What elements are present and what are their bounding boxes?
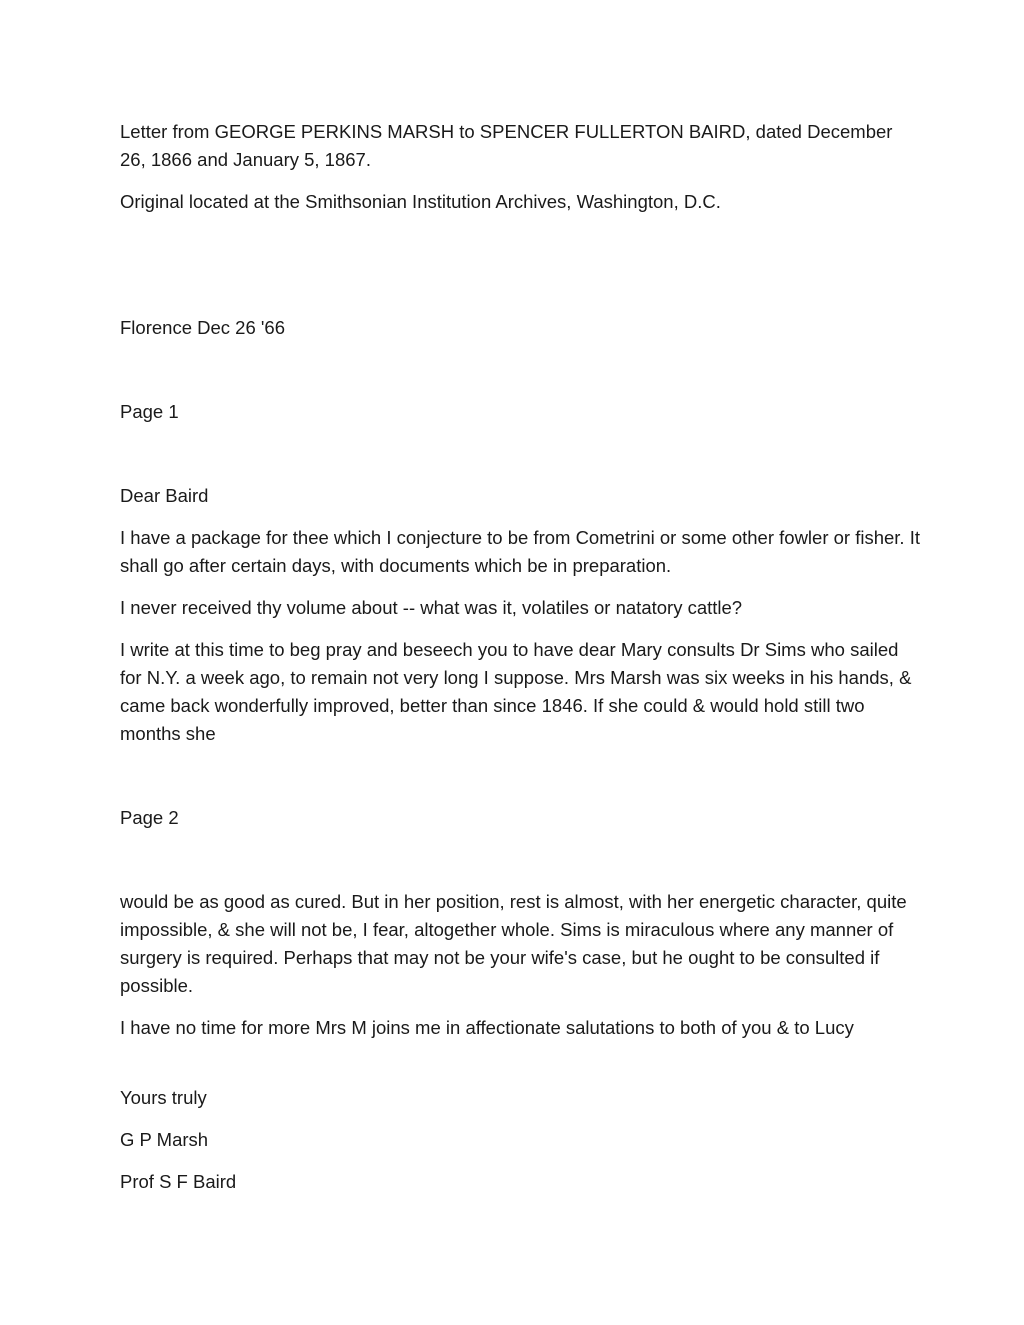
document-source-line: Original located at the Smithsonian Institution Archives, Washington, D.C. xyxy=(120,191,721,212)
page-1-label: Page 1 xyxy=(120,401,179,422)
spacer xyxy=(120,846,920,888)
spacer xyxy=(120,230,920,314)
spacer xyxy=(120,356,920,398)
letter-paragraph: I never received thy volume about -- what was it, volatiles or natatory cattle? xyxy=(120,597,743,618)
spacer xyxy=(120,762,920,804)
letter-signature: G P Marsh xyxy=(120,1129,209,1150)
letter-salutation: Dear Baird xyxy=(120,485,209,506)
letter-addressee: Prof S F Baird xyxy=(120,1171,237,1192)
spacer xyxy=(120,1056,920,1084)
spacer xyxy=(120,440,920,482)
document-body xyxy=(120,118,920,1210)
letter-paragraph: I have no time for more Mrs M joins me in affectionate salutations to both of you & to Lucy xyxy=(120,1017,854,1038)
page-2-label: Page 2 xyxy=(120,807,179,828)
letter-closing: Yours truly xyxy=(120,1087,207,1108)
letter-paragraph: would be as good as cured. But in her position, rest is almost, with her energetic character, quite impossible, & she will not be, I fear, altogether whole. Sims is miraculous where any manner of surgery is required. Perhaps that may not be your wife's case, but he ought to be consulted if possible. xyxy=(120,891,907,996)
letter-paragraph: I write at this time to beg pray and beseech you to have dear Mary consults Dr Sims who sailed for N.Y. a week ago, to remain not very long I suppose. Mrs Marsh was six weeks in his hands, & came back wonderfully improved, better than since 1846. If she could & would hold still two months she xyxy=(120,639,912,744)
letter-place-date: Florence Dec 26 '66 xyxy=(120,317,285,338)
letter-paragraph: I have a package for thee which I conjecture to be from Cometrini or some other fowler or fisher. It shall go after certain days, with documents which be in preparation. xyxy=(120,527,920,576)
document-title-line: Letter from GEORGE PERKINS MARSH to SPENCER FULLERTON BAIRD, dated December 26, 1866 and January 5, 1867. xyxy=(120,121,893,170)
